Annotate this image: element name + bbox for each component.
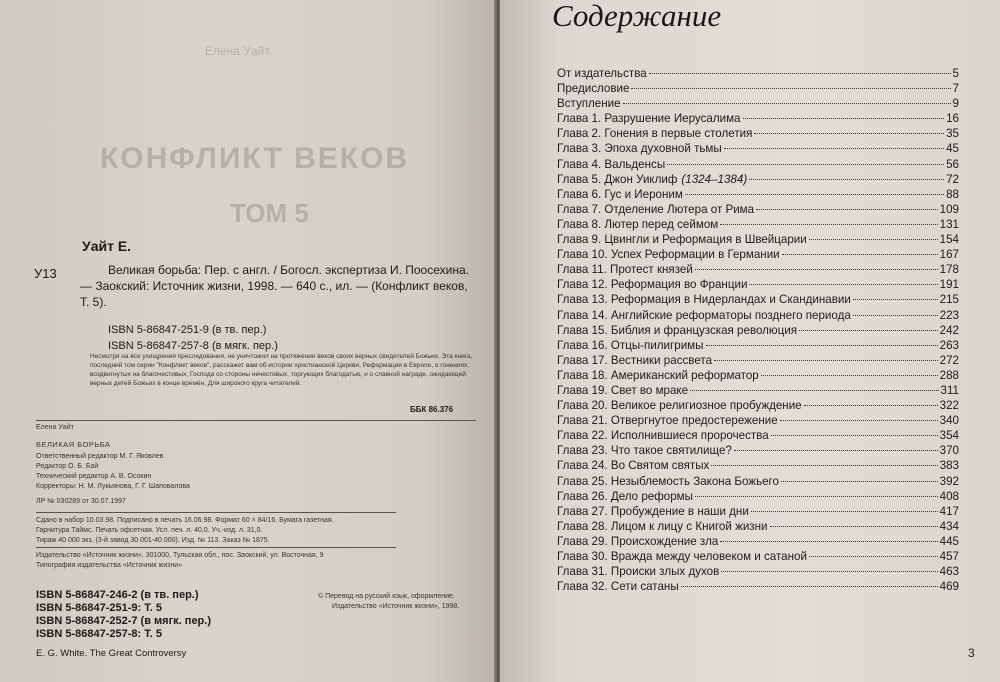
toc-entry-title: Глава 20. Великое религиозное пробуждение [557, 399, 802, 413]
toc-entry-title: Глава 23. Что такое святилище? [557, 444, 732, 458]
dot-leader [809, 556, 938, 557]
toc-entry [557, 67, 959, 82]
toc-entry [557, 218, 959, 233]
dot-leader [695, 496, 938, 497]
toc-entry-title: Глава 21. Отвергнутое предостережение [557, 414, 778, 428]
toc-entry-page: 340 [939, 414, 959, 428]
dot-leader [853, 315, 938, 316]
dot-leader [756, 209, 938, 210]
toc-entry-title: Глава 6. Гус и Иероним [557, 187, 683, 201]
imprint-author: Елена Уайт [36, 424, 74, 431]
dot-leader [799, 330, 938, 331]
isbn-line: ISBN 5-86847-257-8 (в мягк. пер.) [108, 340, 278, 352]
toc-entry-page: 383 [939, 459, 959, 473]
toc-entry-page: 417 [939, 504, 959, 518]
toc-entry [557, 324, 959, 339]
toc-entry-title: Глава 13. Реформация в Нидерландах и Скандинавии [557, 293, 851, 307]
toc-list [557, 67, 959, 595]
toc-entry-page: 263 [939, 338, 959, 352]
annotation: Несмотря на все ухищрения преследования, не уничтожил на протяжении веков своих верных свидетелей Божьих. Эта книга, последний том серии "Конфликт веков", расскажет вам об истории христианской Церкви, Реформации в Европе, о гонениях, воздвигнутых на благочестивых, Господа со стороны нечестивых, торгующих благодатью, и о славной награде, ожидающей верных детей Божьих в конце времён. Для широкого круга читателей. [90, 353, 473, 387]
toc-entry [557, 550, 959, 565]
toc-entry [557, 520, 959, 535]
dot-leader [853, 299, 938, 300]
toc-entry [557, 535, 959, 550]
toc-entry-page: 45 [946, 142, 959, 156]
toc-entry-title: Глава 19. Свет во мраке [557, 383, 689, 397]
isbn-line: ISBN 5-86847-251-9: Т. 5 [36, 602, 162, 614]
toc-entry-title: Глава 18. Американский реформатор [557, 368, 759, 382]
toc-entry [557, 384, 959, 399]
toc-entry-title: Глава 25. Незыблемость Закона Божьего [557, 474, 779, 488]
toc-entry-title: Глава 15. Библия и французская революция [557, 323, 798, 337]
toc-entry [557, 475, 959, 490]
toc-entry-title: Глава 7. Отделение Лютера от Рима [557, 202, 755, 216]
credit-line: Редактор О. Б. Бай [36, 463, 99, 470]
toc-entry-page: 16 [946, 112, 959, 126]
toc-entry-title: Глава 24. Во Святом святых [557, 459, 710, 473]
toc-entry-page: 7 [952, 82, 959, 96]
toc-entry-page: 88 [946, 187, 959, 201]
ghost-author: Елена Уайт [205, 44, 270, 58]
dot-leader [770, 526, 938, 527]
toc-entry-title: Глава 12. Реформация во Франции [557, 278, 748, 292]
toc-entry [557, 248, 959, 263]
toc-entry-title: От издательства [557, 67, 647, 80]
toc-entry [557, 414, 959, 429]
toc-entry [557, 565, 959, 580]
credit-line: Корректоры: Н. М. Лукьянова, Г. Г. Шаповалова [36, 483, 190, 490]
toc-entry-title: Глава 1. Разрушение Иерусалима [557, 112, 741, 126]
toc-entry [557, 203, 959, 218]
toc-entry-page: 322 [939, 399, 959, 413]
toc-entry [557, 158, 959, 173]
udk-code: У13 [34, 266, 57, 281]
dot-leader [711, 465, 937, 466]
dot-leader [681, 586, 938, 587]
toc-entry-page: 463 [939, 565, 959, 579]
original-title: E. G. White. The Great Controversy [36, 648, 187, 659]
toc-entry-years: (1324–1384) [681, 172, 748, 186]
dot-leader [781, 481, 938, 482]
toc-entry-title: Глава 17. Вестники рассвета [557, 353, 713, 367]
dot-leader [804, 405, 938, 406]
toc-entry [557, 233, 959, 248]
toc-entry-page: 9 [952, 97, 959, 111]
dot-leader [623, 103, 951, 104]
copyright-line: Издательство «Источник жизни», 1998. [332, 603, 460, 610]
toc-entry-page: 35 [946, 127, 959, 141]
dot-leader [754, 133, 944, 134]
toc-entry-title: Глава 9. Цвингли и Реформация в Швейцарии [557, 233, 807, 247]
dot-leader [690, 390, 938, 391]
dot-leader [685, 194, 944, 195]
credit-line: Ответственный редактор М. Г. Яковлев [36, 453, 164, 460]
toc-entry [557, 173, 959, 188]
toc-entry-title: Глава 22. Исполнившиеся пророчества [557, 429, 769, 443]
toc-entry-page: 445 [939, 534, 959, 548]
toc-entry [557, 459, 959, 474]
toc-entry-page: 272 [939, 353, 959, 367]
toc-entry-page: 178 [939, 263, 959, 277]
dot-leader [720, 541, 937, 542]
toc-entry-title: Глава 27. Пробуждение в наши дни [557, 504, 749, 518]
dot-leader [724, 148, 944, 149]
dot-leader [751, 511, 938, 512]
toc-entry-page: 370 [939, 444, 959, 458]
toc-entry-title: Глава 11. Протест князей [557, 263, 693, 277]
toc-entry-title: Глава 3. Эпоха духовной тьмы [557, 142, 722, 156]
toc-entry-title: Предисловие [557, 82, 630, 96]
toc-entry-title: Глава 31. Происки злых духов [557, 565, 720, 579]
toc-entry-title: Глава 29. Происхождение зла [557, 534, 719, 548]
dot-leader [749, 284, 937, 285]
toc-entry-title: Глава 2. Гонения в первые столетия [557, 127, 753, 141]
print-info-line: Тираж 40 000 экз. (3-й завод 30 001-40 000). Изд. № 113. Заказ № 1875. [36, 537, 270, 544]
toc-entry-page: 56 [946, 157, 959, 171]
bbk-code: ББК 86.376 [410, 405, 454, 414]
dot-leader [721, 571, 937, 572]
dot-leader [667, 164, 944, 165]
toc-entry-page: 72 [946, 172, 959, 186]
toc-entry-title: Вступление [557, 97, 621, 111]
toc-entry-page: 5 [952, 67, 959, 80]
isbn-line: ISBN 5-86847-257-8: Т. 5 [36, 628, 162, 640]
toc-entry [557, 112, 959, 127]
author-heading: Уайт Е. [82, 238, 132, 254]
toc-entry-title: Глава 5. Джон Уиклиф [557, 172, 678, 186]
toc-entry-page: 167 [939, 248, 959, 262]
dot-leader [780, 420, 938, 421]
toc-entry [557, 354, 959, 369]
toc-entry [557, 278, 959, 293]
dot-leader [706, 345, 938, 346]
isbn-line: ISBN 5-86847-251-9 (в тв. пер.) [108, 324, 267, 336]
toc-entry-title: Глава 8. Лютер перед сеймом [557, 217, 719, 231]
toc-entry-title: Глава 30. Вражда между человеком и сатаной [557, 550, 807, 563]
toc-entry [557, 263, 959, 278]
dot-leader [695, 269, 938, 270]
toc-entry [557, 293, 959, 308]
toc-entry-page: 223 [939, 308, 959, 322]
dot-leader [749, 179, 944, 180]
dot-leader [809, 239, 938, 240]
toc-entry-page: 288 [939, 368, 959, 382]
page-number: 3 [968, 646, 975, 660]
isbn-line: ISBN 5-86847-252-7 (в мягк. пер.) [36, 615, 211, 627]
toc-entry-page: 392 [939, 474, 959, 488]
toc-entry-page: 354 [939, 429, 959, 443]
toc-entry [557, 490, 959, 505]
dot-leader [782, 254, 938, 255]
toc-entry-page: 154 [939, 233, 959, 247]
toc-entry-title: Глава 16. Отцы-пилигримы [557, 338, 704, 352]
toc-entry-title: Глава 32. Сети сатаны [557, 580, 679, 594]
toc-entry [557, 580, 959, 595]
ghost-series-title: КОНФЛИКТ ВЕКОВ [100, 142, 410, 175]
dot-leader [771, 435, 938, 436]
toc-entry-page: 242 [939, 323, 959, 337]
toc-entry [557, 309, 959, 324]
toc-entry [557, 444, 959, 459]
toc-entry [557, 127, 959, 142]
dot-leader [649, 73, 951, 74]
toc-entry [557, 429, 959, 444]
toc-entry-page: 191 [939, 278, 959, 292]
imprint-title: ВЕЛИКАЯ БОРЬБА [36, 440, 111, 449]
toc-title: Содержание [552, 0, 722, 33]
dot-leader [734, 450, 938, 451]
toc-entry-page: 434 [939, 519, 959, 533]
credit-line: Технический редактор А. В. Осокин [36, 473, 152, 480]
toc-entry [557, 82, 959, 97]
dot-leader [743, 118, 945, 119]
ghost-volume: ТОМ 5 [230, 198, 309, 228]
toc-entry [557, 369, 959, 384]
license: ЛР № 030289 от 30.07.1997 [36, 498, 126, 505]
dot-leader [761, 375, 938, 376]
dot-leader [714, 360, 938, 361]
toc-entry [557, 97, 959, 112]
print-info-line: Гарнитура Таймс. Печать офсетная. Усл. печ. л. 40,0. Уч.-изд. л. 31,0. [36, 527, 263, 534]
toc-entry-page: 469 [939, 580, 959, 594]
toc-entry-title: Глава 26. Дело реформы [557, 489, 693, 503]
toc-entry [557, 142, 959, 157]
toc-entry [557, 399, 959, 414]
toc-entry-page: 215 [939, 293, 959, 307]
isbn-line: ISBN 5-86847-246-2 (в тв. пер.) [36, 589, 199, 601]
publisher-line: Типография издательства «Источник жизни» [36, 562, 182, 569]
toc-entry-title: Глава 4. Вальденсы [557, 157, 666, 171]
bib-text: Великая борьба: Пер. с англ. / Богосл. экспертиза И. Поосехина. — Заокский: Источник жизни, 1998. — 640 с., ил. — (Конфликт веков, Т. 5). [80, 263, 469, 309]
publisher-line: Издательство «Источник жизни», 301000, Тульская обл., пос. Заокский, ул. Восточная, 9 [36, 552, 324, 559]
toc-entry-title: Глава 28. Лицом к лицу с Книгой жизни [557, 519, 768, 533]
toc-entry-page: 311 [940, 383, 959, 397]
toc-entry-page: 457 [939, 550, 959, 563]
toc-entry [557, 339, 959, 354]
toc-entry-page: 109 [939, 202, 959, 216]
toc-entry [557, 505, 959, 520]
toc-entry-page: 408 [939, 489, 959, 503]
toc-entry-title: Глава 14. Английские реформаторы позднего периода [557, 308, 851, 322]
dot-leader [631, 88, 950, 89]
copyright-line: © Перевод на русский язык, оформление. [318, 593, 455, 600]
dot-leader [720, 224, 937, 225]
toc-entry-page: 131 [939, 217, 959, 231]
print-info-line: Сдано в набор 10.03.98. Подписано в печать 16.06.98. Формат 60 × 84/16. Бумага газетная. [36, 517, 334, 524]
toc-entry-title: Глава 10. Успех Реформации в Германии [557, 248, 780, 262]
toc-entry [557, 188, 959, 203]
